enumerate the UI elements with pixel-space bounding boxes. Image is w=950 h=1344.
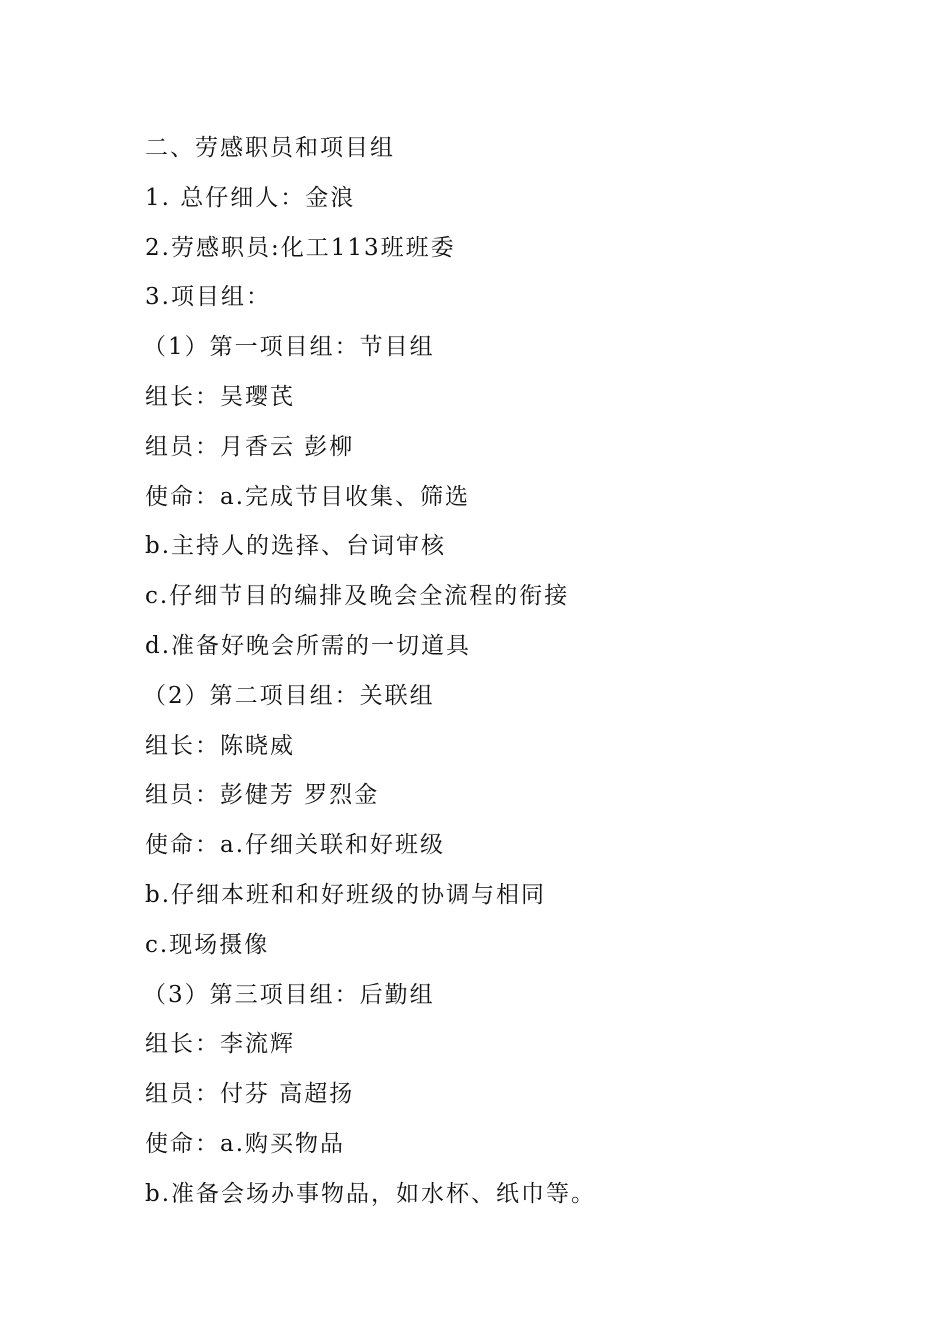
subsection-heading: （2）第二项目组：关联组 bbox=[143, 682, 435, 709]
subsection-heading: （1）第一项目组：节目组 bbox=[143, 334, 435, 361]
text-line: b.准备会场办事物品，如水杯、纸巾等。 bbox=[145, 1180, 597, 1207]
text-line: 组长：吴璎芪 bbox=[145, 383, 295, 410]
text-line: 组长：李流辉 bbox=[145, 1031, 295, 1058]
text-line: 使命：a.仔细关联和好班级 bbox=[145, 832, 446, 859]
text-line: 使命：a.购买物品 bbox=[145, 1130, 346, 1157]
text-line: b.主持人的选择、台词审核 bbox=[145, 533, 447, 560]
subsection-heading: （3）第三项目组：后勤组 bbox=[143, 981, 435, 1008]
text-line: 组员：付芬 高超扬 bbox=[145, 1081, 355, 1108]
text-line: 组员：月香云 彭柳 bbox=[145, 433, 355, 460]
text-line: 使命：a.完成节目收集、筛选 bbox=[145, 483, 471, 510]
text-line: d.准备好晚会所需的一切道具 bbox=[145, 632, 472, 659]
text-line: c.现场摄像 bbox=[145, 931, 270, 958]
text-line: 组员：彭健芳 罗烈金 bbox=[145, 782, 380, 809]
document-body bbox=[145, 124, 905, 1220]
section-heading: 二、劳感职员和项目组 bbox=[145, 135, 395, 161]
text-line: c.仔细节目的编排及晚会全流程的衔接 bbox=[145, 583, 570, 610]
text-line: b.仔细本班和和好班级的协调与相同 bbox=[145, 881, 547, 908]
text-line: 3.项目组： bbox=[145, 284, 271, 311]
text-line: 2.劳感职员:化工113班班委 bbox=[145, 234, 456, 261]
text-line: 1. 总仔细人：金浪 bbox=[145, 184, 356, 211]
text-line: 组长：陈晓威 bbox=[145, 732, 295, 759]
